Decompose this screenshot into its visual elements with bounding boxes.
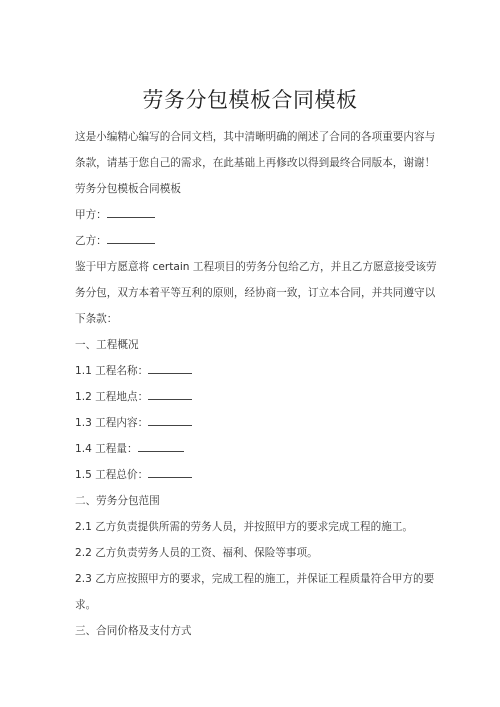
preamble-line: 务分包，双方本着平等互利的原则，经协商一致，订立本合同，并共同遵守以 xyxy=(75,287,436,299)
item-label: 1.2 工程地点： xyxy=(75,391,149,403)
intro-line: 条款，请基于您自己的需求，在此基础上再修改以得到最终合同版本，谢谢！ xyxy=(75,157,436,169)
preamble-line: 下条款： xyxy=(75,313,118,325)
document-body xyxy=(75,124,437,644)
item-label: 1.1 工程名称： xyxy=(75,365,149,377)
section-heading: 三、合同价格及支付方式 xyxy=(75,625,192,637)
section-heading: 二、劳务分包范围 xyxy=(75,495,160,507)
item-blank xyxy=(148,359,192,374)
document-subtitle: 劳务分包模板合同模板 xyxy=(75,183,181,195)
item-line xyxy=(75,384,430,410)
clause-line: 2.1 乙方负责提供所需的劳务人员，并按照甲方的要求完成工程的施工。 xyxy=(75,521,414,533)
item-line xyxy=(75,462,430,488)
party-a-blank xyxy=(107,203,155,218)
item-label: 1.5 工程总价： xyxy=(75,469,149,481)
item-line xyxy=(75,358,430,384)
party-b-blank xyxy=(107,229,155,244)
preamble-line: 鉴于甲方愿意将 certain 工程项目的劳务分包给乙方，并且乙方愿意接受该劳 xyxy=(75,261,437,273)
item-blank xyxy=(148,411,192,426)
document-title: 劳务分包模板合同模板 xyxy=(142,88,358,112)
clause-line: 2.2 乙方负责劳务人员的工资、福利、保险等事项。 xyxy=(75,547,318,559)
section-heading: 一、工程概况 xyxy=(75,339,139,351)
party-b-line xyxy=(75,228,430,254)
item-line xyxy=(75,436,430,462)
item-line xyxy=(75,410,430,436)
party-a-label: 甲方： xyxy=(75,209,107,221)
item-blank xyxy=(148,463,192,478)
party-b-label: 乙方： xyxy=(75,235,107,247)
clause-line: 求。 xyxy=(75,599,97,611)
item-blank xyxy=(138,437,184,452)
item-label: 1.4 工程量： xyxy=(75,443,138,455)
clause-line: 2.3 乙方应按照甲方的要求，完成工程的施工，并保证工程质量符合甲方的要 xyxy=(75,573,435,585)
intro-line: 这是小编精心编写的合同文档，其中清晰明确的阐述了合同的各项重要内容与 xyxy=(75,131,436,143)
item-label: 1.3 工程内容： xyxy=(75,417,149,429)
item-blank xyxy=(148,385,192,400)
party-a-line xyxy=(75,202,430,228)
